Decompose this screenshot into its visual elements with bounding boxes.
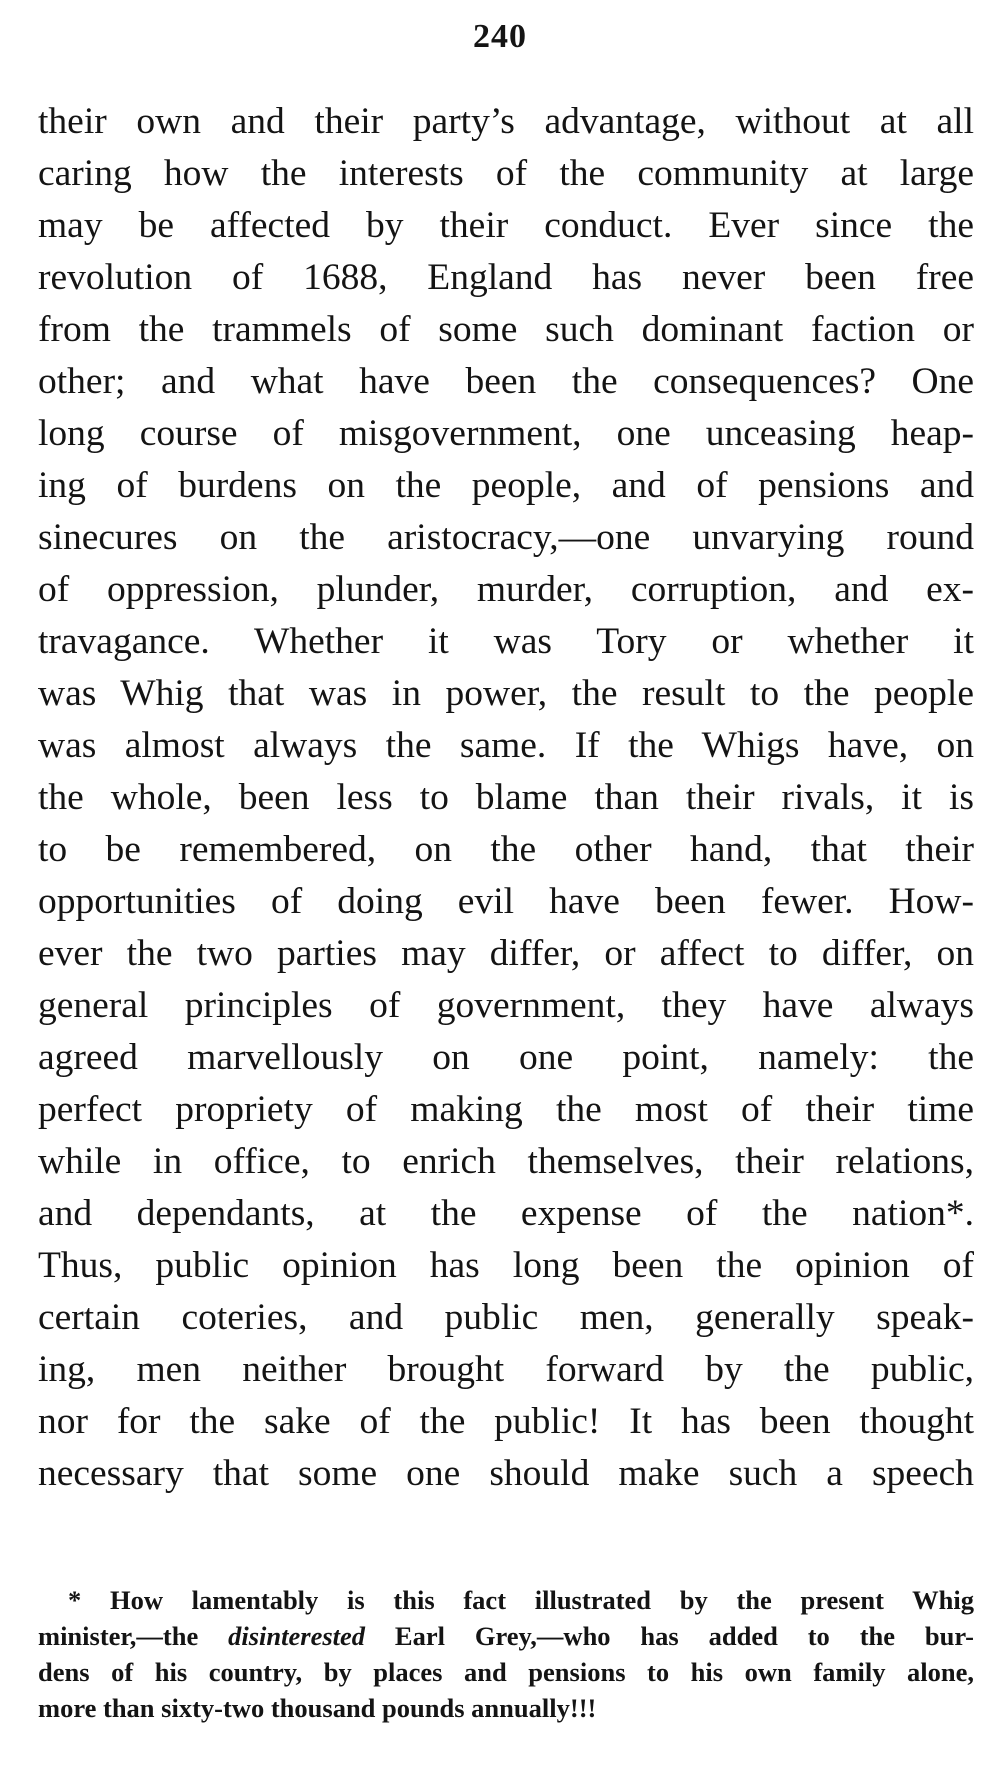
body-line: ing of burdens on the people, and of pensions and [38,465,974,506]
body-line: of oppression, plunder, murder, corruption, and ex- [38,569,974,610]
body-line: to be remembered, on the other hand, that their [38,829,974,870]
footnote-line: more than sixty-two thousand pounds annually!!! [38,1693,597,1723]
body-line: revolution of 1688, England has never been free [38,257,974,298]
body-line: the whole, been less to blame than their rivals, it is [38,777,974,818]
body-line: opportunities of doing evil have been fewer. How- [38,881,974,922]
body-line: their own and their party’s advantage, without at all [38,101,974,142]
footnote-line: dens of his country, by places and pensions to his own family alone, [38,1657,974,1687]
body-line: from the trammels of some such dominant faction or [38,309,974,350]
footnote [38,1582,974,1726]
footnote-text: minister,—the [38,1621,229,1651]
footnote-line [38,1618,974,1654]
footnote-line: * How lamentably is this fact illustrated by the present Whig [68,1585,974,1615]
body-line: Thus, public opinion has long been the opinion of [38,1245,974,1286]
body-line: and dependants, at the expense of the nation*. [38,1193,974,1234]
body-line: general principles of government, they have always [38,985,974,1026]
footnote-italic-text: disinterested [228,1621,366,1651]
body-line: sinecures on the aristocracy,—one unvarying round [38,517,974,558]
body-line: was almost always the same. If the Whigs have, on [38,725,974,766]
body-line: necessary that some one should make such a speech [38,1453,974,1494]
body-line: ever the two parties may differ, or affect to differ, on [38,933,974,974]
body-line: was Whig that was in power, the result to the people [38,673,974,714]
body-line: perfect propriety of making the most of their time [38,1089,974,1130]
body-text [38,96,974,1500]
body-line: long course of misgovernment, one unceasing heap- [38,413,974,454]
body-line: caring how the interests of the community at large [38,153,974,194]
footnote-text: Earl Grey,—who has added to the bur- [365,1621,974,1651]
body-line: ing, men neither brought forward by the public, [38,1349,974,1390]
body-line: travagance. Whether it was Tory or whether it [38,621,974,662]
body-line: agreed marvellously on one point, namely: the [38,1037,974,1078]
body-line: certain coteries, and public men, generally speak- [38,1297,974,1338]
body-line: other; and what have been the consequences? One [38,361,974,402]
body-line: nor for the sake of the public! It has been thought [38,1401,974,1442]
body-line: may be affected by their conduct. Ever since the [38,205,974,246]
page-number: 240 [473,18,527,55]
body-line: while in office, to enrich themselves, their relations, [38,1141,974,1182]
